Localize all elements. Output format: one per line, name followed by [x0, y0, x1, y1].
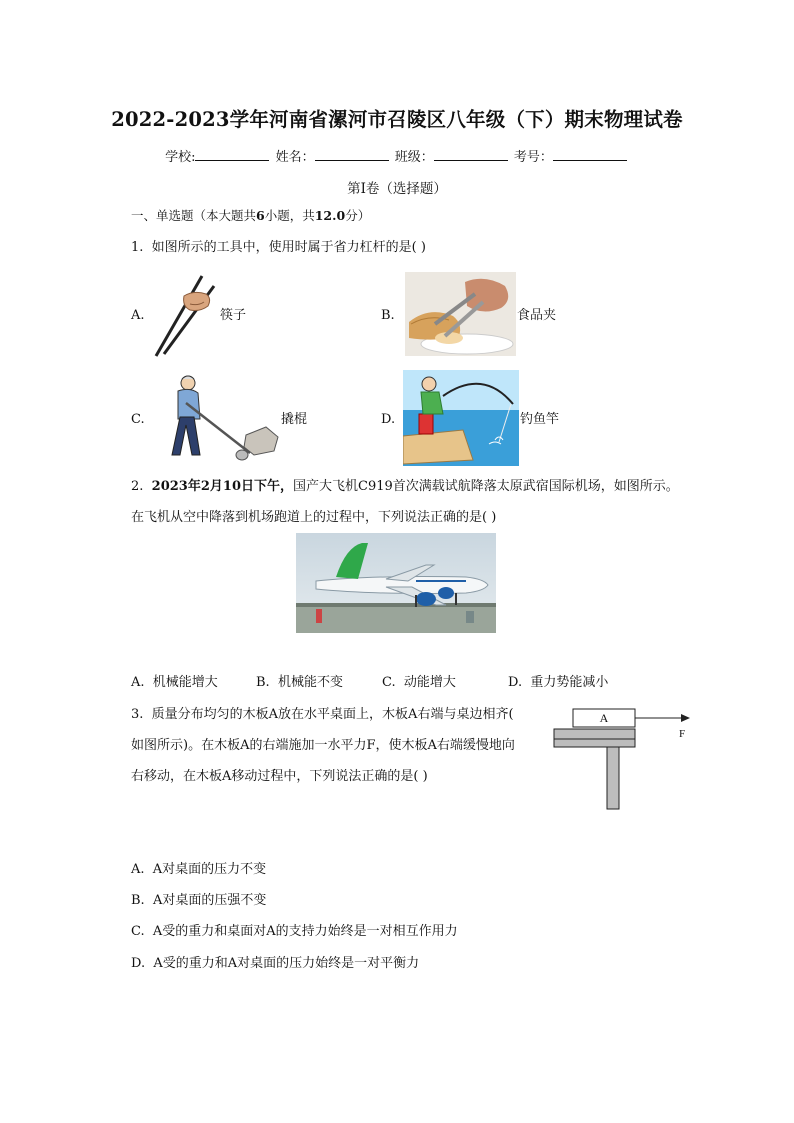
q2-stem-line1 — [131, 477, 679, 497]
q3-option-a[interactable]: A. A对桌面的压力不变 — [131, 862, 267, 877]
q2-option-a[interactable]: A. 机械能增大 — [131, 675, 218, 690]
school-blank[interactable] — [195, 147, 269, 161]
chopsticks-image — [150, 270, 220, 358]
name-label: 姓名： — [275, 150, 315, 165]
q3-option-d[interactable]: D. A受的重力和A对桌面的压力始终是一对平衡力 — [131, 956, 420, 971]
q1-option-a-label: 筷子 — [220, 308, 247, 323]
q3-number: 3. — [131, 707, 144, 722]
school-label: 学校: — [165, 150, 196, 165]
volume-title: 第I卷（选择题） — [347, 181, 447, 197]
q2-option-b[interactable]: B. 机械能不变 — [256, 675, 343, 690]
page-title: 2022-2023学年河南省漯河市召陵区八年级（下）期末物理试卷 — [111, 108, 683, 131]
q1-stem — [131, 238, 426, 258]
q1-text: 如图所示的工具中，使用时属于省力杠杆的是( ) — [151, 240, 426, 255]
exam-number-blank[interactable] — [553, 147, 627, 161]
q3-option-b[interactable]: B. A对桌面的压强不变 — [131, 893, 267, 908]
crowbar-image — [150, 373, 280, 463]
name-blank[interactable] — [315, 147, 389, 161]
q1-number: 1. — [131, 240, 144, 255]
q1-option-b-letter[interactable]: B. — [381, 308, 395, 323]
class-blank[interactable] — [434, 147, 508, 161]
force-label: F — [678, 728, 686, 740]
q3-stem-line1 — [131, 705, 514, 725]
q1-option-b-label: 食品夹 — [517, 308, 557, 323]
class-label: 班级： — [394, 150, 434, 165]
food-tongs-image — [405, 272, 516, 356]
student-info-line — [0, 146, 794, 165]
q1-option-a-letter[interactable]: A. — [131, 308, 145, 323]
q2-option-c[interactable]: C. 动能增大 — [382, 675, 456, 690]
c919-airplane-image — [296, 533, 496, 633]
q2-date: 2023年2月10日下午， — [151, 479, 293, 494]
q3-option-c[interactable]: C. A受的重力和桌面对A的支持力始终是一对相互作用力 — [131, 924, 458, 939]
q3-stem-line2: 如图所示)。在木板A的右端施加一水平力F，使木板A右端缓慢地向 — [131, 738, 515, 753]
q1-option-d-letter[interactable]: D. — [381, 412, 396, 427]
q3-stem-line3: 右移动，在木板A移动过程中，下列说法正确的是( ) — [131, 769, 428, 784]
q1-option-c-label: 撬棍 — [281, 412, 308, 427]
q3-text-line1: 质量分布均匀的木板A放在水平桌面上，木板A右端与桌边相齐( — [151, 707, 514, 722]
q1-option-c-letter[interactable]: C. — [131, 412, 145, 427]
q2-text-line1: 国产大飞机C919首次满载试航降落太原武宿国际机场，如图所示。 — [293, 479, 679, 494]
fishing-rod-image — [403, 370, 519, 466]
exam-number-label: 考号： — [513, 150, 553, 165]
q1-option-d-label: 钓鱼竿 — [520, 412, 560, 427]
section-heading: 一、单选题（本大题共6小题，共12.0分） — [131, 208, 371, 223]
q2-option-d[interactable]: D. 重力势能减小 — [508, 675, 609, 690]
board-label: A — [599, 711, 609, 725]
q2-number: 2. — [131, 479, 144, 494]
q2-stem-line2: 在飞机从空中降落到机场跑道上的过程中，下列说法正确的是( ) — [131, 510, 497, 525]
q3-board-table-diagram — [552, 705, 697, 813]
